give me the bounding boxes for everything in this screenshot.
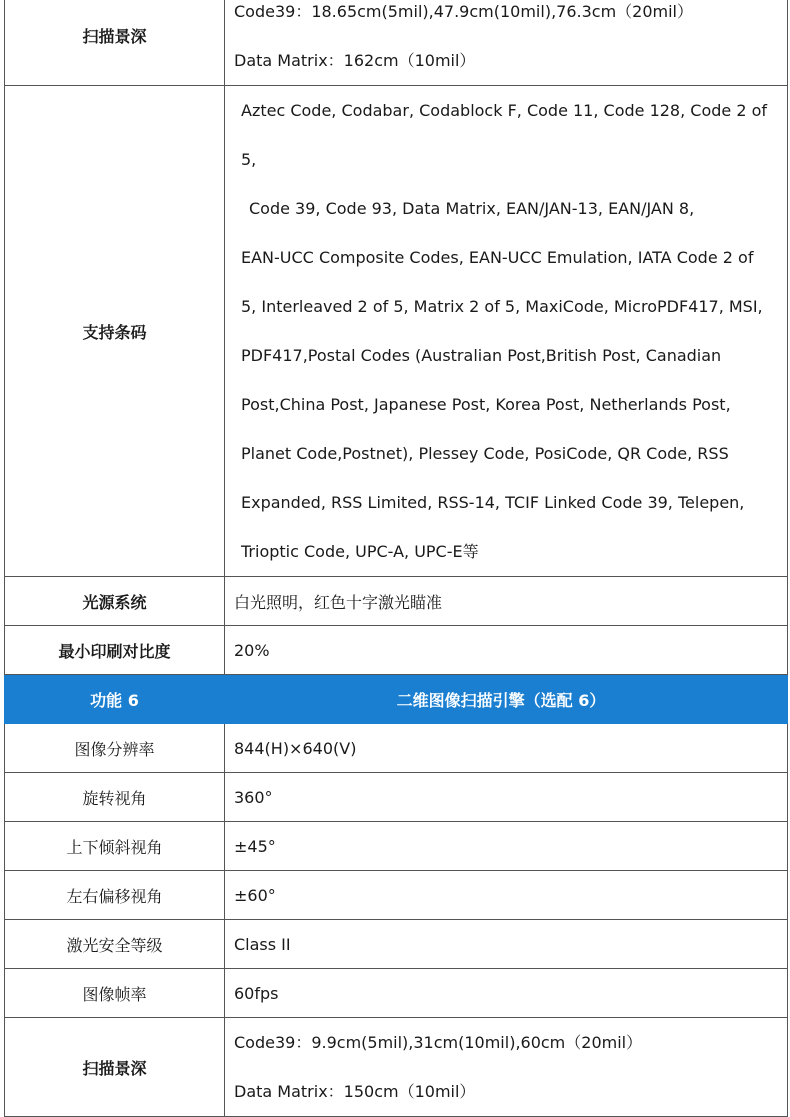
codes-line: Trioptic Code, UPC-A, UPC-E等 [241,542,479,561]
row-label: 旋转视角 [5,773,225,822]
depth-line: Data Matrix：150cm（10mil） [234,1082,476,1101]
spec-row [5,822,788,871]
codes-line: 5, [241,150,257,169]
row-value: 白光照明，红色十字激光瞄准 [225,577,788,626]
section-header [5,675,788,724]
row-value [225,86,788,577]
codes-line: EAN-UCC Composite Codes, EAN-UCC Emulation, IATA Code 2 of [241,248,754,267]
row-value: 20% [225,626,788,675]
row-label: 上下倾斜视角 [5,822,225,871]
spec-row [5,920,788,969]
spec-row [5,724,788,773]
codes-line: Expanded, RSS Limited, RSS-14, TCIF Linked Code 39, Telepen, [241,493,745,512]
row-value [225,0,788,86]
spec-row [5,773,788,822]
row-value: ±60° [225,871,788,920]
row-value: 844(H)×640(V) [225,724,788,773]
spec-row [5,871,788,920]
row-label: 最小印刷对比度 [5,626,225,675]
row-value: Class II [225,920,788,969]
header-left: 功能 6 [5,675,225,724]
codes-line: PDF417,Postal Codes (Australian Post,British Post, Canadian [241,346,722,365]
row-label: 扫描景深 [5,1018,225,1117]
row-value: ±45° [225,822,788,871]
spec-table [4,0,788,1117]
contrast-row [5,626,788,675]
light-row [5,577,788,626]
row-label: 支持条码 [5,86,225,577]
codes-line: Aztec Code, Codabar, Codablock F, Code 11, Code 128, Code 2 of [241,101,768,120]
depth-line: Code39：18.65cm(5mil),47.9cm(10mil),76.3cm（20mil） [234,2,693,21]
row-value [225,1018,788,1117]
row-label: 光源系统 [5,577,225,626]
spec-row [5,969,788,1018]
row-label: 激光安全等级 [5,920,225,969]
depth-line: Code39：9.9cm(5mil),31cm(10mil),60cm（20mil） [234,1033,643,1052]
depth-row-1 [5,0,788,86]
codes-line: Code 39, Code 93, Data Matrix, EAN/JAN-13, EAN/JAN 8, [249,199,695,218]
row-value: 60fps [225,969,788,1018]
codes-line: Post,China Post, Japanese Post, Korea Post, Netherlands Post, [241,395,731,414]
row-label: 左右偏移视角 [5,871,225,920]
codes-line: Planet Code,Postnet), Plessey Code, PosiCode, QR Code, RSS [241,444,729,463]
row-label: 扫描景深 [5,0,225,86]
depth-row-2 [5,1018,788,1117]
codes-line: 5, Interleaved 2 of 5, Matrix 2 of 5, MaxiCode, MicroPDF417, MSI, [241,297,763,316]
depth-line: Data Matrix：162cm（10mil） [234,51,476,70]
header-right: 二维图像扫描引擎（选配 6） [225,675,788,724]
row-value: 360° [225,773,788,822]
row-label: 图像分辨率 [5,724,225,773]
row-label: 图像帧率 [5,969,225,1018]
codes-row [5,86,788,577]
